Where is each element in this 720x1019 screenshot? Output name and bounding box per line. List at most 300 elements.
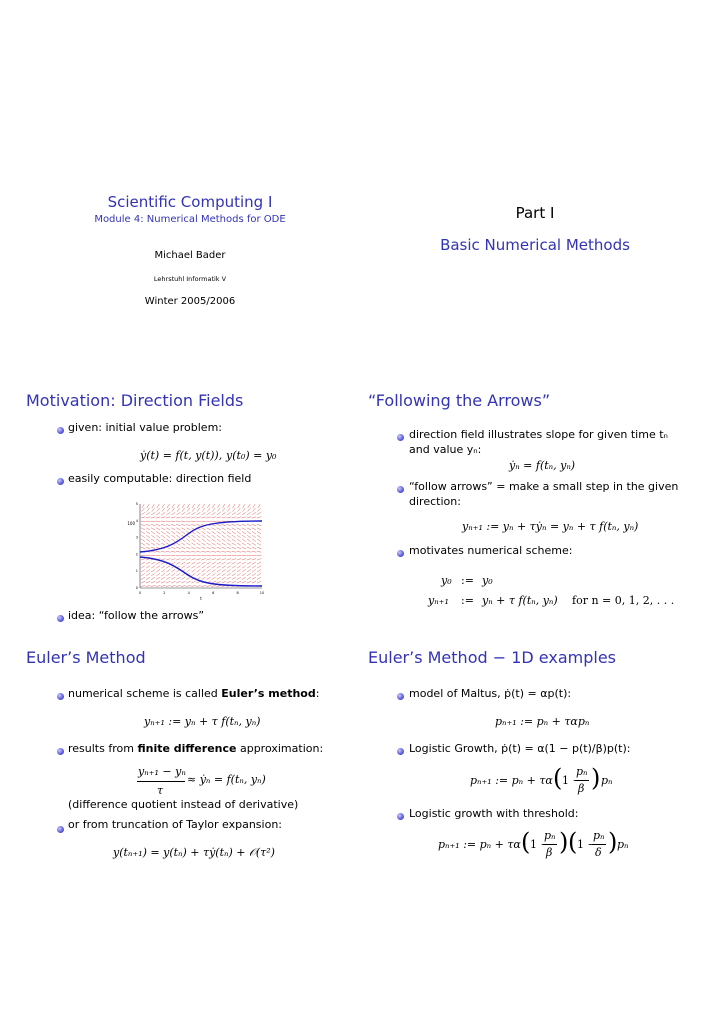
- direction-arrow: [141, 531, 145, 534]
- direction-arrow: [197, 539, 201, 542]
- direction-arrow: [197, 569, 201, 572]
- bullet-icon: [397, 434, 404, 441]
- direction-arrow: [247, 528, 251, 530]
- bullet-text: results from finite difference approximation:: [68, 742, 324, 755]
- x-axis-label: t: [200, 596, 202, 601]
- threshold-frac-den-a: β: [546, 846, 553, 859]
- fraction-bar: [137, 781, 185, 782]
- direction-arrow: [171, 517, 175, 518]
- direction-arrow: [156, 524, 160, 525]
- direction-arrow: [156, 512, 160, 515]
- direction-arrow: [242, 581, 246, 583]
- direction-arrow: [142, 508, 145, 512]
- direction-arrow: [141, 566, 145, 569]
- direction-arrow: [151, 543, 155, 545]
- direction-arrow: [237, 547, 241, 549]
- direction-arrow: [161, 543, 165, 545]
- direction-arrow: [156, 569, 160, 572]
- direction-arrow: [216, 524, 220, 525]
- direction-arrow: [237, 539, 241, 542]
- direction-arrow: [232, 508, 235, 512]
- direction-arrow: [257, 524, 261, 525]
- direction-arrow: [146, 566, 150, 569]
- bullet-icon: [57, 478, 64, 485]
- paren-open: (: [521, 828, 531, 856]
- direction-arrow: [171, 562, 175, 564]
- direction-arrow: [197, 566, 201, 569]
- direction-arrow: [166, 512, 170, 515]
- direction-arrow: [141, 528, 145, 530]
- direction-arrow: [176, 531, 180, 534]
- direction-arrow: [167, 504, 169, 508]
- bullet-text: numerical scheme is called Euler’s method:: [68, 687, 320, 700]
- direction-arrow: [232, 517, 236, 518]
- bullet-text: Logistic Growth, ṗ(t) = α(1 − p(t)/β)p(t):: [409, 742, 631, 755]
- direction-arrow: [247, 512, 251, 515]
- bullet-text: or from truncation of Taylor expansion:: [68, 818, 283, 831]
- direction-arrow: [181, 581, 185, 583]
- direction-arrow: [242, 543, 246, 545]
- direction-arrow: [161, 577, 165, 579]
- logistic-post: pₙ: [601, 774, 613, 787]
- direction-arrow: [176, 547, 180, 549]
- direction-arrow: [221, 517, 225, 518]
- direction-arrow: [242, 508, 245, 512]
- direction-arrow: [207, 569, 211, 572]
- direction-arrow: [197, 543, 201, 545]
- direction-arrow: [242, 512, 246, 515]
- direction-arrow: [176, 524, 180, 525]
- direction-arrow: [222, 539, 226, 542]
- direction-arrow: [232, 528, 236, 530]
- direction-arrow: [237, 559, 241, 561]
- direction-arrow: [207, 528, 211, 530]
- direction-arrow: [257, 535, 261, 538]
- direction-arrow: [146, 543, 150, 545]
- direction-arrow: [216, 586, 221, 587]
- threshold-lhs: pₙ₊₁ := pₙ + τα: [438, 838, 521, 851]
- bullet-text: direction field illustrates slope for given time tₙ and value yₙ:: [409, 428, 668, 456]
- direction-arrow: [171, 569, 175, 572]
- direction-arrow: [151, 524, 155, 525]
- direction-arrow: [187, 508, 190, 512]
- direction-arrow: [181, 566, 185, 569]
- logistic-one-minus: 1 −: [562, 774, 582, 787]
- institute-name: Lehrstuhl Informatik V: [153, 275, 227, 283]
- direction-arrow: [157, 504, 159, 508]
- direction-arrow: [216, 517, 220, 518]
- direction-arrow: [247, 543, 251, 545]
- direction-arrow: [237, 528, 241, 530]
- direction-arrow: [222, 524, 226, 525]
- direction-arrow: [201, 551, 206, 552]
- direction-arrow: [151, 535, 155, 538]
- slide-title: Motivation: Direction Fields: [26, 391, 244, 410]
- direction-arrow: [206, 547, 210, 549]
- direction-arrow: [257, 569, 261, 572]
- direction-arrow: [212, 573, 216, 576]
- direction-arrow: [207, 539, 211, 542]
- direction-arrow: [252, 547, 256, 549]
- scheme-rhs-step: yₙ + τ f(tₙ, yₙ): [482, 594, 558, 607]
- direction-arrow: [247, 562, 251, 564]
- direction-arrow: [217, 566, 221, 569]
- direction-arrow: [257, 547, 261, 549]
- direction-arrow: [237, 573, 241, 576]
- direction-arrow: [192, 535, 196, 538]
- bullet-text: given: initial value problem:: [68, 421, 222, 434]
- direction-arrow: [171, 528, 175, 530]
- direction-arrow: [242, 573, 246, 576]
- direction-arrow: [162, 504, 164, 508]
- bullet-icon: [57, 427, 64, 434]
- direction-arrow: [252, 569, 256, 572]
- direction-arrow: [247, 524, 251, 525]
- direction-arrow: [166, 581, 170, 583]
- direction-arrow: [171, 535, 175, 538]
- direction-arrow: [257, 562, 261, 564]
- direction-field-arrows: [141, 504, 262, 586]
- direction-arrow: [181, 524, 185, 525]
- direction-arrow: [207, 543, 211, 545]
- direction-arrow: [228, 504, 230, 508]
- direction-arrow: [171, 559, 175, 561]
- direction-arrow: [147, 504, 149, 508]
- direction-arrow: [212, 539, 216, 542]
- direction-arrow: [171, 512, 175, 515]
- slide-title: Euler’s Method: [26, 648, 146, 667]
- direction-arrow: [196, 559, 200, 561]
- direction-arrow: [252, 566, 256, 569]
- direction-arrow: [166, 531, 170, 534]
- direction-arrow: [252, 512, 256, 515]
- direction-arrow: [222, 531, 226, 534]
- direction-arrow: [247, 508, 250, 512]
- presentation-title: Scientific Computing I: [107, 193, 273, 211]
- direction-arrow: [247, 551, 251, 552]
- direction-arrow: [237, 524, 241, 525]
- bullet-icon: [397, 748, 404, 755]
- direction-arrow: [141, 547, 145, 549]
- direction-arrow: [161, 566, 165, 569]
- direction-arrow: [222, 547, 226, 549]
- direction-arrow: [191, 543, 195, 545]
- fraction-denominator: τ: [157, 784, 164, 797]
- direction-arrow: [202, 562, 206, 564]
- y-mark-label: 100: [127, 521, 135, 526]
- direction-arrow: [227, 559, 231, 561]
- direction-arrow: [141, 586, 146, 587]
- direction-arrow: [156, 531, 160, 534]
- direction-arrow: [146, 535, 150, 538]
- direction-arrow: [196, 586, 201, 587]
- direction-arrow: [247, 573, 251, 576]
- direction-arrow: [166, 528, 170, 530]
- direction-arrow: [197, 512, 201, 515]
- direction-arrow: [247, 517, 251, 518]
- direction-arrow: [202, 508, 205, 512]
- direction-arrow: [176, 573, 180, 576]
- direction-arrow: [232, 569, 236, 572]
- direction-arrow: [232, 531, 236, 534]
- direction-arrow: [171, 524, 175, 525]
- direction-arrow: [212, 531, 216, 534]
- y-tick-label: 3: [135, 535, 138, 540]
- direction-arrow: [166, 559, 170, 561]
- direction-arrow: [166, 566, 170, 569]
- direction-arrow: [257, 528, 261, 530]
- direction-arrow: [227, 547, 231, 549]
- direction-arrow: [207, 573, 211, 576]
- direction-arrow: [222, 508, 225, 512]
- direction-arrow: [257, 581, 261, 583]
- direction-arrow: [151, 517, 155, 518]
- direction-arrow: [161, 524, 165, 525]
- direction-arrow: [201, 559, 205, 561]
- direction-arrow: [161, 528, 165, 530]
- direction-arrow: [237, 531, 241, 534]
- direction-arrow: [227, 577, 231, 579]
- direction-arrow: [181, 528, 185, 530]
- direction-arrow: [237, 577, 241, 579]
- direction-arrow: [186, 586, 191, 587]
- x-tick-label: 6: [212, 591, 215, 595]
- direction-arrow: [146, 512, 150, 515]
- direction-arrow: [196, 562, 200, 564]
- direction-arrow: [211, 551, 216, 552]
- direction-arrow: [227, 517, 231, 518]
- direction-arrow: [191, 562, 195, 564]
- direction-arrow: [171, 531, 175, 534]
- direction-arrow: [142, 504, 144, 508]
- direction-arrow: [151, 551, 155, 552]
- direction-arrow: [247, 531, 251, 534]
- direction-arrow: [156, 562, 160, 564]
- direction-arrow: [156, 539, 160, 542]
- direction-arrow: [201, 586, 206, 587]
- direction-arrow: [146, 573, 150, 576]
- direction-arrow: [217, 508, 220, 512]
- direction-arrow: [181, 547, 185, 549]
- direction-arrow: [171, 547, 175, 549]
- direction-arrow: [252, 577, 256, 579]
- direction-arrow: [146, 577, 150, 579]
- taylor-equation: y(tₙ₊₁) = y(tₙ) + τẏ(tₙ) + 𝒪(τ²): [113, 846, 275, 859]
- x-tick-label: 4: [187, 591, 190, 595]
- direction-arrow: [237, 566, 241, 569]
- direction-arrow: [207, 535, 211, 538]
- direction-arrow: [232, 566, 236, 569]
- direction-arrow: [212, 577, 216, 579]
- x-tick-label: 2: [163, 591, 166, 595]
- paren-open: (: [553, 764, 563, 792]
- direction-arrow: [146, 581, 150, 583]
- y-tick-label: 1: [135, 569, 138, 574]
- bullet-icon: [397, 813, 404, 820]
- direction-arrow: [166, 551, 170, 552]
- direction-arrow: [181, 531, 185, 534]
- direction-arrow: [211, 559, 215, 561]
- direction-arrow: [217, 512, 221, 515]
- direction-arrow: [151, 547, 155, 549]
- direction-arrow: [243, 504, 245, 508]
- direction-arrow: [181, 517, 185, 518]
- fraction-rhs: ≈ ẏₙ = f(tₙ, yₙ): [187, 773, 266, 786]
- threshold-one-minus-b: 1 −: [577, 838, 597, 851]
- maltus-equation: pₙ₊₁ := pₙ + ταpₙ: [495, 715, 590, 728]
- bullet-text: Logistic growth with threshold:: [409, 807, 579, 820]
- scheme-lhs-initial: y₀: [441, 574, 452, 587]
- direction-arrow: [212, 569, 216, 572]
- direction-arrow: [151, 531, 155, 534]
- direction-arrow: [181, 586, 186, 587]
- direction-arrow: [217, 573, 221, 576]
- direction-arrow: [146, 531, 150, 534]
- direction-arrow: [217, 547, 221, 549]
- direction-arrow: [141, 535, 145, 538]
- direction-arrow: [186, 551, 191, 552]
- direction-arrow: [232, 543, 236, 545]
- direction-arrow: [217, 569, 221, 572]
- direction-arrow: [248, 504, 250, 508]
- direction-arrow: [242, 569, 246, 572]
- direction-arrow: [252, 543, 256, 545]
- direction-arrow: [197, 504, 199, 508]
- direction-arrow: [146, 517, 150, 518]
- direction-arrow: [161, 539, 165, 542]
- direction-arrow: [186, 547, 190, 549]
- direction-arrow: [202, 504, 204, 508]
- direction-arrow: [146, 586, 151, 587]
- direction-arrow: [206, 551, 210, 552]
- direction-arrow: [221, 551, 225, 552]
- direction-arrow: [191, 517, 195, 518]
- direction-arrow: [166, 577, 170, 579]
- direction-arrow: [217, 577, 221, 579]
- direction-arrow: [151, 528, 155, 530]
- direction-arrow: [192, 569, 196, 572]
- direction-arrow: [227, 535, 231, 538]
- direction-arrow: [171, 586, 176, 587]
- direction-arrow: [222, 562, 226, 564]
- direction-arrow: [207, 577, 211, 579]
- direction-arrow: [191, 559, 195, 561]
- bullet-text: model of Maltus, ṗ(t) = αp(t):: [409, 687, 572, 700]
- direction-arrow: [211, 517, 215, 518]
- direction-arrow: [186, 528, 190, 530]
- direction-arrow: [141, 539, 145, 542]
- direction-arrow: [191, 551, 195, 552]
- direction-arrow: [252, 524, 256, 525]
- direction-arrow: [162, 508, 165, 512]
- bullet-icon: [57, 748, 64, 755]
- direction-arrow: [232, 512, 236, 515]
- direction-arrow: [232, 559, 236, 561]
- direction-arrow: [257, 559, 261, 561]
- direction-arrow: [252, 517, 256, 518]
- direction-arrow: [181, 539, 185, 542]
- x-tick-label: 8: [236, 591, 239, 595]
- direction-arrow: [222, 528, 226, 530]
- direction-arrow: [207, 562, 211, 564]
- direction-arrow: [252, 573, 256, 576]
- direction-arrow: [187, 512, 191, 515]
- direction-arrow: [192, 504, 194, 508]
- direction-arrow: [222, 581, 226, 583]
- direction-arrow: [187, 569, 191, 572]
- direction-arrow: [257, 551, 262, 552]
- direction-arrow: [141, 517, 145, 518]
- direction-arrow: [242, 539, 246, 542]
- direction-arrow: [196, 551, 201, 552]
- direction-arrow: [151, 566, 155, 569]
- direction-arrow: [186, 577, 190, 579]
- direction-arrow: [161, 559, 165, 561]
- direction-arrow: [237, 551, 241, 552]
- direction-arrow: [151, 569, 155, 572]
- direction-arrow: [181, 562, 185, 564]
- direction-arrow: [237, 569, 241, 572]
- direction-arrow: [227, 524, 231, 525]
- direction-arrow: [166, 517, 170, 518]
- direction-arrow: [191, 581, 195, 583]
- bullet-icon: [57, 826, 64, 833]
- direction-arrow: [207, 512, 211, 515]
- direction-arrow: [212, 535, 216, 538]
- direction-arrow: [176, 551, 180, 552]
- direction-arrow: [146, 539, 150, 542]
- direction-arrow: [202, 573, 206, 576]
- direction-arrow: [222, 569, 226, 572]
- x-tick-label: 0: [138, 591, 142, 595]
- direction-arrow: [252, 531, 256, 534]
- direction-arrow: [227, 562, 231, 564]
- direction-arrow: [217, 535, 221, 538]
- direction-arrow: [257, 573, 261, 576]
- direction-arrow: [177, 508, 180, 512]
- direction-arrow: [212, 508, 215, 512]
- threshold-frac-num-b: pₙ: [593, 829, 605, 842]
- direction-arrow: [152, 504, 154, 508]
- direction-arrow: [151, 581, 155, 583]
- direction-arrow: [176, 559, 180, 561]
- direction-arrow: [201, 547, 205, 549]
- direction-arrow: [151, 586, 156, 587]
- direction-arrow: [242, 524, 246, 525]
- direction-arrow: [247, 559, 251, 561]
- direction-arrow: [146, 569, 150, 572]
- direction-arrow: [141, 543, 145, 545]
- direction-arrow: [192, 508, 195, 512]
- direction-arrow: [201, 517, 205, 518]
- direction-arrow: [258, 508, 261, 512]
- fraction-numerator: yₙ₊₁ − yₙ: [138, 765, 186, 778]
- part-title: Basic Numerical Methods: [440, 236, 630, 254]
- direction-arrow: [222, 504, 224, 508]
- direction-arrow: [227, 543, 231, 545]
- fraction-bar: [543, 844, 557, 845]
- direction-arrow: [232, 539, 236, 542]
- direction-arrow: [181, 577, 185, 579]
- direction-arrow: [232, 551, 236, 552]
- direction-arrow: [227, 569, 231, 572]
- direction-arrow: [182, 504, 184, 508]
- direction-arrow: [227, 528, 231, 530]
- direction-arrow: [242, 551, 247, 552]
- direction-arrow: [166, 586, 171, 587]
- direction-arrow: [191, 586, 196, 587]
- direction-arrow: [197, 508, 200, 512]
